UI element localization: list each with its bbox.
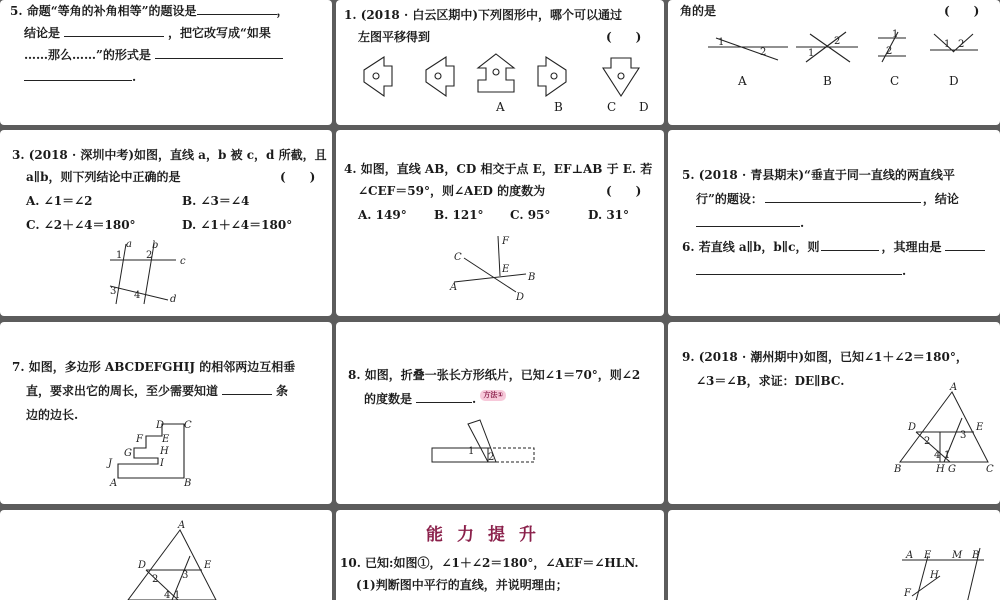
- q9-fig-1: 1: [944, 450, 951, 461]
- card-q8-fold: 8. 如图，折叠一张长方形纸片，已知∠1＝70°，则∠2 的度数是 . 方法① 1 2: [336, 322, 664, 504]
- q3-option-A[interactable]: A. ∠1＝∠2: [26, 194, 93, 208]
- q8-method-badge: 方法①: [480, 390, 506, 401]
- br-fig-B: B: [972, 550, 980, 561]
- q3-fig-a: a: [126, 239, 132, 250]
- q1-label-B: B: [554, 100, 563, 114]
- svg-text:1: 1: [944, 39, 951, 50]
- svg-text:2: 2: [760, 47, 767, 58]
- card-bottom-right-figure: [668, 510, 1000, 600]
- q8-line2: 的度数是: [364, 392, 413, 406]
- q3-fig-1: 1: [116, 250, 123, 261]
- card-q5-q6: 5. (2018 · 青县期末)“垂直于同一直线的两直线平 行”的题设： ，结论 . 6. 若直线 a∥b，b∥c，则 ，其理由是 .: [668, 130, 1000, 316]
- q8-figure: [428, 420, 558, 480]
- q3-option-B[interactable]: B. ∠3＝∠4: [182, 194, 250, 208]
- card-q3-shenzhen: [0, 130, 332, 316]
- q4-paren: ( ): [606, 184, 642, 198]
- q9-fig-4: 4: [934, 450, 941, 461]
- q4-fig-C: C: [454, 252, 462, 263]
- q9-line1: 9. (2018 · 潮州期中)如图，已知∠1＋∠2＝180°，: [682, 350, 968, 364]
- bl-figure: [124, 520, 234, 600]
- q56-q5-line1: 5. (2018 · 青县期末)“垂直于同一直线的两直线平: [682, 168, 955, 182]
- q7-fig-C: C: [184, 420, 192, 431]
- q10-line2: (1)判断图中平行的直线，并说明理由；: [356, 578, 568, 592]
- q7-line3: 边的边长.: [26, 408, 79, 422]
- bl-fig-E: E: [204, 560, 212, 571]
- q4-fig-F: F: [502, 236, 509, 247]
- q5-blank-premise[interactable]: [197, 2, 277, 15]
- svg-text:2: 2: [834, 36, 841, 47]
- q9-line2: ∠3＝∠B，求证：DE∥BC.: [696, 374, 845, 388]
- q1-answer-paren: ( ): [606, 30, 642, 44]
- br-fig-M: M: [952, 550, 963, 561]
- q5-blank-ifthen-2[interactable]: [24, 68, 132, 81]
- q4-option-B[interactable]: B. 121°: [434, 208, 484, 222]
- section-heading: 能力提升: [426, 525, 550, 545]
- q7-fig-E: E: [162, 434, 170, 445]
- q4-option-C[interactable]: C. 95°: [510, 208, 551, 222]
- q7-blank-count[interactable]: [222, 382, 272, 395]
- bl-fig-A: A: [178, 520, 186, 531]
- q7-fig-I: I: [160, 458, 164, 469]
- svg-text:1: 1: [808, 48, 815, 59]
- q1-line1: 1. (2018 · 白云区期中)下列图形中，哪个可以通过: [344, 8, 622, 22]
- br-fig-A: A: [906, 550, 914, 561]
- q9-fig-2: 2: [924, 436, 931, 447]
- q56-q6-blank-reason-2[interactable]: [696, 262, 902, 275]
- q9-fig-E: E: [976, 422, 984, 433]
- card-q5-proposition: 5. 命题“等角的补角相等”的题设是 ， 结论是 ，把它改写成“如果 ……那么……”的形式是 .: [0, 0, 332, 125]
- q7-fig-H: H: [160, 446, 169, 457]
- q56-q6-blank-reason-1[interactable]: [945, 238, 985, 251]
- q7-fig-J: J: [108, 458, 113, 469]
- q7-fig-F: F: [136, 434, 143, 445]
- svg-text:1: 1: [718, 37, 725, 48]
- qtop3-label-A: A: [738, 74, 747, 88]
- qtop3-label-B: B: [823, 74, 832, 88]
- q3-fig-b: b: [152, 240, 159, 251]
- q5-line1: 5. 命题“等角的补角相等”的题设是: [10, 4, 197, 18]
- q4-fig-D: D: [516, 292, 525, 303]
- q5-blank-ifthen-1[interactable]: [155, 46, 283, 59]
- card-top-right-angles: [668, 0, 1000, 125]
- q8-line1: 8. 如图，折叠一张长方形纸片，已知∠1＝70°，则∠2: [348, 368, 641, 382]
- q9-fig-A: A: [950, 382, 958, 393]
- qtop3-paren: ( ): [944, 4, 980, 18]
- q7-figure: [106, 422, 206, 492]
- q10-line1: 10. 已知:如图①，∠1＋∠2＝180°，∠AEF＝∠HLN.: [340, 556, 639, 570]
- q7-fig-B: B: [184, 478, 192, 489]
- q9-fig-H: H: [936, 464, 945, 475]
- q3-paren: ( ): [280, 170, 316, 184]
- q3-fig-c: c: [180, 256, 186, 267]
- bl-fig-4: 4: [164, 590, 171, 600]
- q4-fig-A: A: [450, 282, 458, 293]
- br-fig-F: F: [904, 588, 911, 599]
- q1-label-D: D: [639, 100, 649, 114]
- q3-fig-4: 4: [134, 290, 141, 301]
- q4-line1: 4. 如图，直线 AB，CD 相交于点 E，EF⊥AB 于 E. 若: [344, 162, 653, 176]
- q9-fig-G: G: [948, 464, 956, 475]
- q4-option-A[interactable]: A. 149°: [358, 208, 407, 222]
- q3-fig-2: 2: [146, 250, 153, 261]
- q7-fig-D: D: [156, 420, 165, 431]
- q4-line2: ∠CEF＝59°，则∠AED 的度数为: [358, 184, 546, 198]
- q7-fig-A: A: [110, 478, 118, 489]
- q7-fig-G: G: [124, 448, 132, 459]
- q4-option-D[interactable]: D. 31°: [588, 208, 630, 222]
- q5-line2a: 结论是: [24, 26, 61, 40]
- q9-figure: [888, 382, 998, 475]
- q56-q5-line2: 行”的题设：: [696, 192, 763, 206]
- card-q9-proof: [668, 322, 1000, 504]
- q56-q6-blank-result[interactable]: [821, 238, 879, 251]
- q3-option-C[interactable]: C. ∠2＋∠4＝180°: [26, 218, 136, 232]
- bl-fig-D: D: [138, 560, 147, 571]
- br-fig-E: E: [924, 550, 932, 561]
- qtop3-line1: 角的是: [680, 4, 717, 18]
- q56-q6-line1: 6. 若直线 a∥b，b∥c，则: [682, 240, 820, 254]
- q5-line3: ……那么……”的形式是: [24, 48, 151, 62]
- q4-figure: [446, 234, 556, 303]
- card-q1-translation: [336, 0, 664, 125]
- q9-fig-3: 3: [960, 430, 967, 441]
- bl-fig-3: 3: [182, 570, 189, 581]
- q3-line1: 3. (2018 · 深圳中考)如图，直线 a，b 被 c，d 所截，且: [12, 148, 327, 162]
- qtop3-label-C: C: [890, 74, 900, 88]
- q3-fig-d: d: [170, 294, 177, 305]
- q56-q5-blank-conclusion[interactable]: [696, 214, 800, 227]
- card-bottom-left-figure: [0, 510, 332, 600]
- q3-figure: [106, 239, 196, 305]
- q8-fig-1: 1: [468, 446, 475, 457]
- q9-fig-B: B: [894, 464, 902, 475]
- q4-fig-B: B: [528, 272, 536, 283]
- q9-fig-C: C: [986, 464, 994, 475]
- q3-line2: a∥b，则下列结论中正确的是: [26, 170, 181, 184]
- card-q10-ability: [336, 510, 664, 600]
- q1-label-A: A: [496, 100, 505, 114]
- bl-fig-1: 1: [174, 590, 181, 600]
- svg-text:2: 2: [958, 39, 965, 50]
- q8-fig-2: 2: [488, 452, 495, 463]
- q1-label-C: C: [607, 100, 617, 114]
- q8-blank-angle[interactable]: [416, 390, 472, 403]
- svg-text:2: 2: [886, 46, 893, 57]
- q5-blank-conclusion[interactable]: [64, 24, 164, 37]
- q56-q5-blank-premise[interactable]: [765, 190, 921, 203]
- q3-option-D[interactable]: D. ∠1＋∠4＝180°: [182, 218, 293, 232]
- svg-text:1: 1: [892, 29, 899, 40]
- card-q7-polygon: 7. 如图，多边形 ABCDEFGHIJ 的相邻两边互相垂 直，要求出它的周长，至少需要知道 条 边的边长. D C F E G H J I A B: [0, 322, 332, 504]
- qtop3-label-D: D: [949, 74, 959, 88]
- q4-fig-E: E: [502, 264, 510, 275]
- br-fig-H: H: [930, 570, 939, 581]
- br-figure: [900, 546, 1000, 600]
- q1-line2: 左图平移得到: [358, 30, 431, 44]
- card-q4-intersect: [336, 130, 664, 316]
- q3-fig-3: 3: [110, 286, 117, 297]
- bl-fig-2: 2: [152, 574, 159, 585]
- q7-line2: 直，要求出它的周长，至少需要知道: [26, 384, 219, 398]
- q7-line1: 7. 如图，多边形 ABCDEFGHIJ 的相邻两边互相垂: [12, 360, 296, 374]
- q9-fig-D: D: [908, 422, 917, 433]
